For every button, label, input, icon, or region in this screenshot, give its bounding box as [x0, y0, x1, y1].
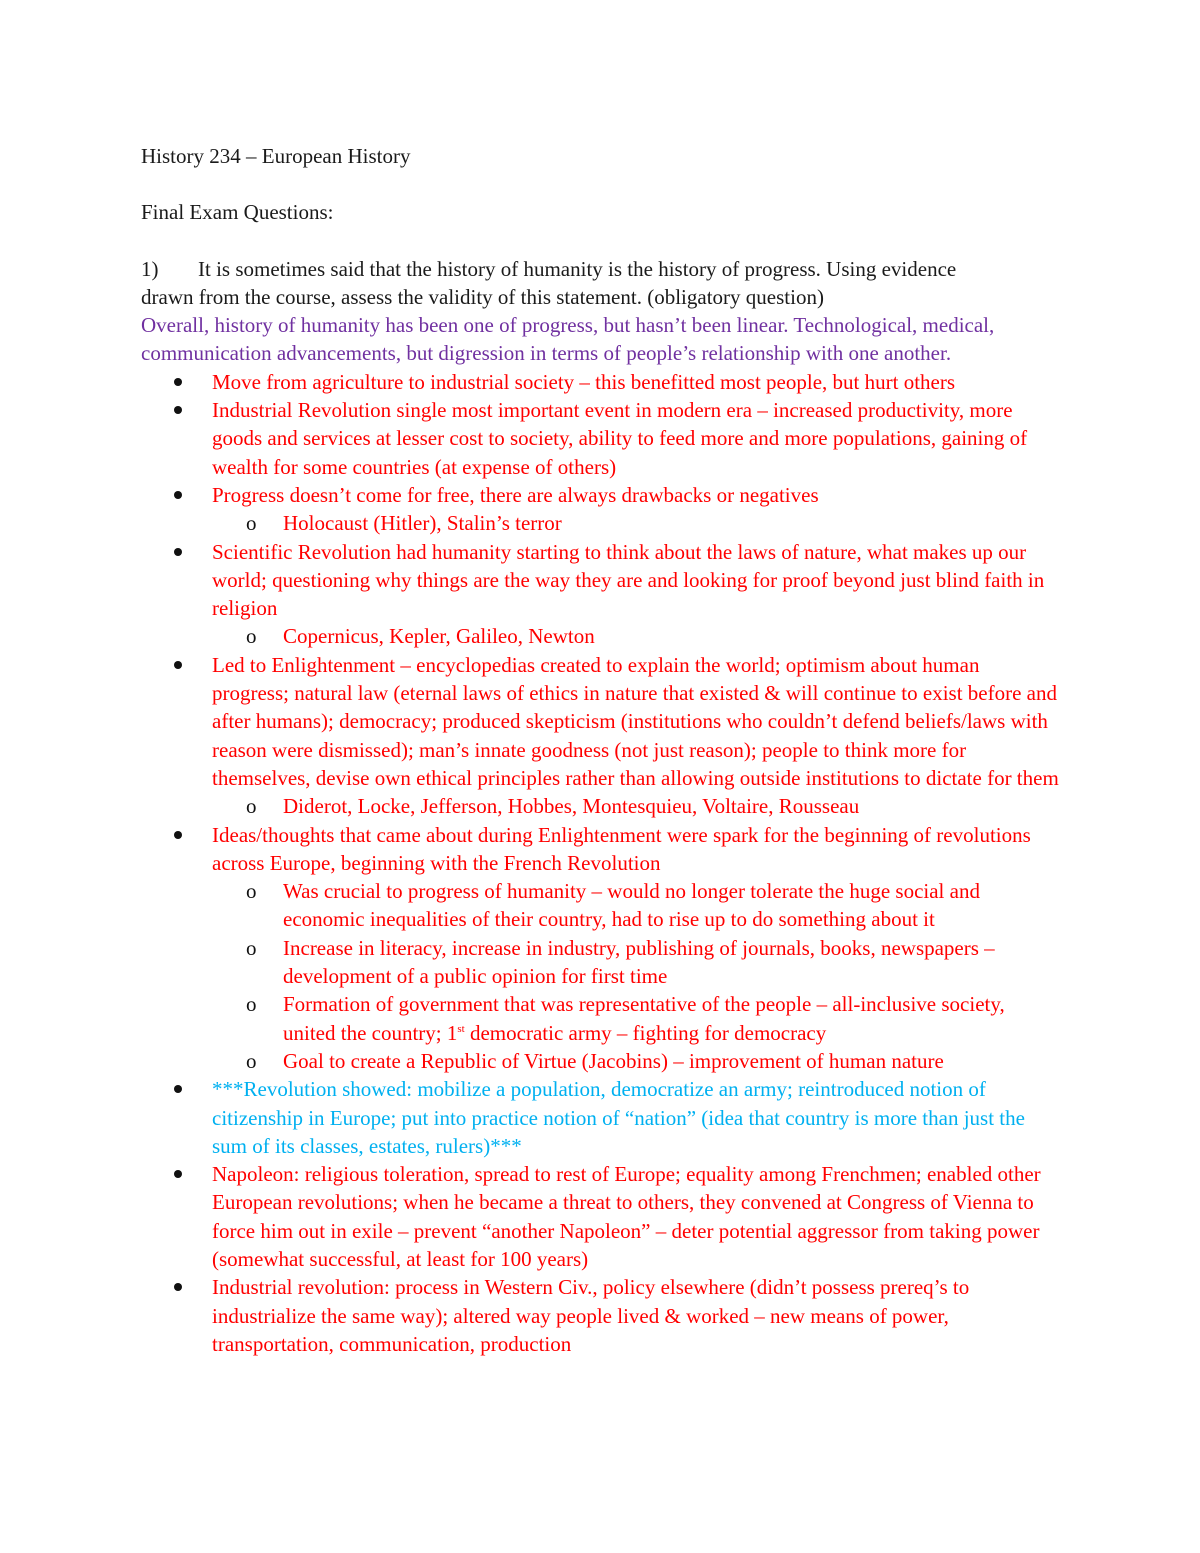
bullet-item [141, 1273, 1061, 1358]
sub-bullet-circle-icon: o [246, 879, 257, 904]
sub-bullet-text: Formation of government that was representative of the people – all-inclusive society, united the country; 1st democratic army – fighting for democracy [283, 992, 1005, 1045]
bullet-dot-icon [174, 661, 182, 669]
bullet-item [141, 538, 1061, 651]
bullet-text: Progress doesn’t come for free, there are always drawbacks or negatives [212, 482, 819, 507]
bullet-item [141, 821, 1061, 1076]
bullet-text: Led to Enlightenment – encyclopedias created to explain the world; optimism about human progress; natural law (eternal laws of ethics in nature that existed & will continue to exist before and after humans); democracy; produced skepticism (institutions who couldn’t defend beliefs/laws with reason were dismissed); man’s innate goodness (not just reason); people to think more for themselves, devise own ethical principles rather than allowing outside institutions to dictate for them [212, 652, 1059, 790]
bullet-text: ***Revolution showed: mobilize a population, democratize an army; reintroduced notion of citizenship in Europe; put into practice notion of “nation” (idea that country is more than just the sum of its classes, estates, rulers)*** [212, 1077, 1025, 1158]
sub-bullet-item [212, 622, 1061, 650]
sub-bullet-circle-icon: o [246, 794, 257, 819]
sub-bullet-list [212, 877, 1061, 1075]
document-page [141, 142, 1061, 1358]
sub-bullet-circle-icon: o [246, 992, 257, 1017]
question-number: 1) [141, 256, 159, 281]
sub-bullet-item [212, 877, 1061, 934]
bullet-text: Scientific Revolution had humanity starting to think about the laws of nature, what makes up our world; questioning why things are the way they are and looking for proof beyond just blind faith in religion [212, 539, 1045, 621]
bullet-dot-icon [174, 1085, 182, 1093]
bullet-dot-icon [174, 831, 182, 839]
bullet-item [141, 1160, 1061, 1273]
bullet-text: Industrial revolution: process in Western Civ., policy elsewhere (didn’t possess prereq’s to industrialize the same way); altered way people lived & worked – new means of power, transportation, communication, production [212, 1275, 970, 1356]
sub-bullet-text: Was crucial to progress of humanity – would no longer tolerate the huge social and economic inequalities of their country, had to rise up to do something about it [283, 879, 980, 932]
sub-bullet-circle-icon: o [246, 935, 257, 960]
bullet-dot-icon [174, 491, 182, 499]
sub-bullet-circle-icon: o [246, 1048, 257, 1073]
bullet-item [141, 651, 1061, 821]
sub-bullet-item [212, 934, 1061, 991]
sub-bullet-list [212, 792, 1061, 820]
sub-bullet-circle-icon: o [246, 511, 257, 536]
sub-bullet-item [212, 792, 1061, 820]
question-text-line2: drawn from the course, assess the validity of this statement. (obligatory question) [141, 284, 824, 309]
answer-overview: Overall, history of humanity has been one of progress, but hasn’t been linear. Technological, medical, communication advancements, but digression in terms of people’s relationship with one another. [141, 313, 995, 366]
bullet-text: Move from agriculture to industrial society – this benefitted most people, but hurt others [212, 369, 956, 394]
bullet-dot-icon [174, 378, 182, 386]
bullet-text: Industrial Revolution single most important event in modern era – increased productivity, more goods and services at lesser cost to society, ability to feed more and more populations, gaining of wealth for some countries (at expense of others) [212, 398, 1028, 479]
sub-bullet-item [212, 1047, 1061, 1075]
sub-bullet-item [212, 509, 1061, 537]
bullet-item [141, 481, 1061, 538]
sub-bullet-text: Diderot, Locke, Jefferson, Hobbes, Montesquieu, Voltaire, Rousseau [283, 794, 860, 819]
document-subtitle: Final Exam Questions: [141, 200, 334, 225]
bullet-item [141, 368, 1061, 396]
question-1 [141, 255, 1061, 283]
sub-bullet-text: Increase in literacy, increase in industry, publishing of journals, books, newspapers – development of a public opinion for first time [283, 935, 995, 989]
bullet-dot-icon [174, 406, 182, 414]
bullet-text: Ideas/thoughts that came about during Enlightenment were spark for the beginning of revolutions across Europe, beginning with the French Revolution [212, 822, 1031, 875]
sub-bullet-text: Goal to create a Republic of Virtue (Jacobins) – improvement of human nature [283, 1048, 944, 1073]
document-title: History 234 – European History [141, 144, 411, 168]
sub-bullet-text: Holocaust (Hitler), Stalin’s terror [283, 511, 562, 536]
bullet-dot-icon [174, 548, 182, 556]
sub-bullet-item [212, 990, 1061, 1047]
sub-bullet-list [212, 509, 1061, 537]
bullet-item [141, 1075, 1061, 1160]
bullet-text: Napoleon: religious toleration, spread to rest of Europe; equality among Frenchmen; enabled other European revolutions; when he became a threat to others, they convened at Congress of Vienna to force him out in exile – prevent “another Napoleon” – deter potential aggressor from taking power (somewhat successful, at least for 100 years) [212, 1162, 1041, 1271]
sub-bullet-list [212, 622, 1061, 650]
sub-bullet-text: Copernicus, Kepler, Galileo, Newton [283, 624, 595, 649]
bullet-dot-icon [174, 1170, 182, 1178]
bullet-item [141, 396, 1061, 481]
question-text-line1: It is sometimes said that the history of humanity is the history of progress. Using evidence [198, 256, 957, 281]
answer-bullet-list [141, 368, 1061, 1358]
bullet-dot-icon [174, 1283, 182, 1291]
sub-bullet-circle-icon: o [246, 624, 257, 649]
